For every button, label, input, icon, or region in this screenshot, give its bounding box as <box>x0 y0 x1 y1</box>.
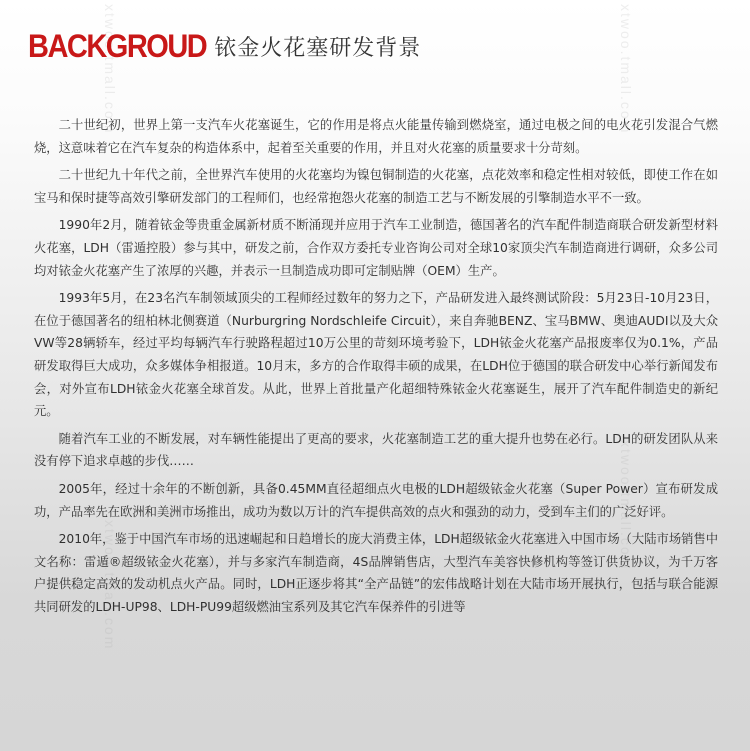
watermark-text: xtwoo.tmall.com <box>102 4 118 135</box>
paragraph: 二十世纪初，世界上第一支汽车火花塞诞生，它的作用是将点火能量传输到燃烧室，通过电极之间的电火花引发混合气燃烧，这意味着它在汽车复杂的构造体系中，起着至关重要的作用，并且对火花塞的质量要求十分苛刻。 <box>34 118 718 155</box>
paragraph: 1990年2月，随着铱金等贵重金属新材质不断涌现并应用于汽车工业制造，德国著名的汽车配件制造商联合研发新型材料火花塞，LDH（雷遁控股）参与其中，研发之前，合作双方委托专业咨询公司对全球10家顶尖汽车制造商进行调研，众多公司均对铱金火花塞产生了浓厚的兴趣，并表示一旦制造成功即可定制贴牌（OEM）生产。 <box>34 218 718 278</box>
paragraph: 二十世纪九十年代之前，全世界汽车使用的火花塞均为镍包铜制造的火花塞，点花效率和稳定性相对较低，即使工作在如宝马和保时捷等高效引擎研发部门的工程师们，也经常抱怨火花塞的制造工艺与不断发展的引擎制造水平不一致。 <box>34 168 718 205</box>
brand-heading: BACKGROUD <box>28 29 207 65</box>
paragraph: 2010年，鉴于中国汽车市场的迅速崛起和日趋增长的庞大消费主体，LDH超级铱金火花塞进入中国市场（大陆市场销售中文名称：雷遁®超级铱金火花塞），并与多家汽车制造商，4S品牌销售店，大型汽车美容快修机构等签订供货协议，为千万客户提供稳定高效的发动机点火产品。同时，LDH正逐步将其“全产品链”的宏伟战略计划在大陆市场开展执行，包括与联合能源共同研发的LDH-UP98、LDH-PU99超级燃油宝系列及其它汽车保养件的引进等 <box>34 532 719 614</box>
paragraph: 2005年，经过十余年的不断创新，具备0.45MM直径超细点火电极的LDH超级铱金火花塞（Super Power）宣布研发成功，产品率先在欧洲和美洲市场推出，成功为数以万计的汽车提供高效的点火和强劲的动力，受到车主们的广泛好评。 <box>34 481 718 519</box>
watermark-text: xtwoo.tmall.com <box>618 4 634 135</box>
section-header <box>28 26 421 66</box>
watermark-text: xtwoo.tmall.com <box>102 520 118 651</box>
watermark-text: xtwoo.tmall.com <box>618 440 634 571</box>
paragraph: 1993年5月，在23名汽车制领域顶尖的工程师经过数年的努力之下，产品研发进入最终测试阶段：5月23日-10月23日，在位于德国著名的纽柏林北侧赛道（Nurburgring Nordschleife Circuit），来自奔驰BENZ、宝马BMW、奥迪AUDI以及大众VW等28辆轿车，经过平均每辆汽车行驶路程超过10万公里的苛刻环境考验下，LDH铱金火花塞产品报废率仅为0.1%，产品研发取得巨大成功，众多媒体争相报道。10月末，多方的合作取得丰硕的成果，在LDH位于德国的联合研发中心举行新闻发布会，对外宣布LDH铱金火花塞全球首发。从此，世界上首批量产化超细特殊铱金火花塞诞生，展开了汽车配件制造史的新纪元。 <box>34 291 718 419</box>
article-body <box>34 114 718 623</box>
paragraph: 随着汽车工业的不断发展，对车辆性能提出了更高的要求，火花塞制造工艺的重大提升也势在必行。LDH的研发团队从来没有停下追求卓越的步伐…… <box>34 431 718 469</box>
page-title: 铱金火花塞研发背景 <box>214 36 422 61</box>
